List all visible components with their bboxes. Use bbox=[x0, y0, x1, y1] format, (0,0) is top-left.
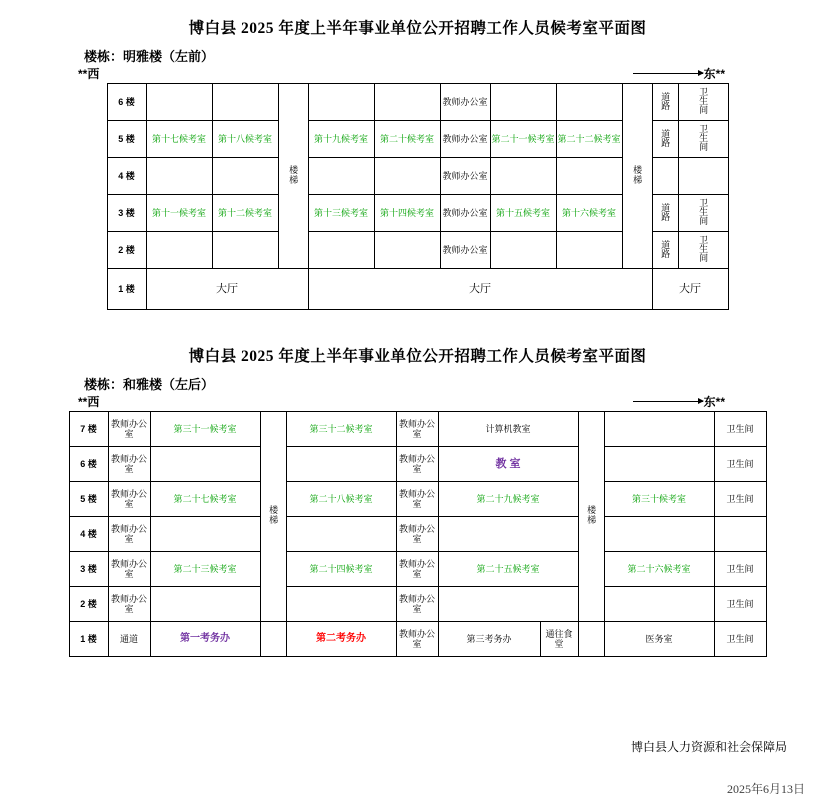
cell-room bbox=[604, 447, 714, 482]
cell-room bbox=[212, 232, 278, 269]
cell-room: 第二十三候考室 bbox=[150, 552, 260, 587]
cell-toilet: 卫生间 bbox=[714, 587, 766, 622]
floor-label: 2 楼 bbox=[69, 587, 108, 622]
cell-room bbox=[374, 84, 440, 121]
floor-label: 5 楼 bbox=[107, 121, 146, 158]
cell-corridor bbox=[652, 121, 678, 158]
stair-right bbox=[578, 412, 604, 622]
cell-toilet bbox=[678, 121, 728, 158]
cell-room bbox=[150, 517, 260, 552]
stair-label: 楼梯 bbox=[288, 164, 299, 185]
floor-label: 5 楼 bbox=[69, 482, 108, 517]
cell-teacher-office: 教师办公室 bbox=[396, 482, 438, 517]
cell-exam-office-2: 第二考务办 bbox=[286, 622, 396, 657]
cell-room: 第十五候考室 bbox=[490, 195, 556, 232]
floor-label: 3 楼 bbox=[107, 195, 146, 232]
east-label: 东** bbox=[703, 67, 725, 81]
table-row bbox=[69, 587, 766, 622]
cell-corridor bbox=[652, 158, 678, 195]
section-2 bbox=[0, 310, 835, 657]
cell-toilet bbox=[678, 84, 728, 121]
section-1 bbox=[0, 0, 835, 310]
cell-room: 第二十一候考室 bbox=[490, 121, 556, 158]
cell-teacher-office: 教师办公室 bbox=[440, 158, 490, 195]
cell-corridor: 通道 bbox=[108, 622, 150, 657]
cell-toilet: 卫生间 bbox=[714, 622, 766, 657]
cell-room: 第十一候考室 bbox=[146, 195, 212, 232]
cell-room: 第二十七候考室 bbox=[150, 482, 260, 517]
corridor-label: 道路 bbox=[660, 91, 671, 110]
cell-teacher-office: 教师办公室 bbox=[108, 552, 150, 587]
cell-room: 第十九候考室 bbox=[308, 121, 374, 158]
toilet-label: 卫生间 bbox=[698, 124, 709, 152]
table-row bbox=[69, 622, 766, 657]
cell-toilet bbox=[678, 195, 728, 232]
cell-room: 教 室 bbox=[438, 447, 578, 482]
east-label: 东** bbox=[703, 395, 725, 409]
cell-room bbox=[308, 232, 374, 269]
stair-left bbox=[260, 412, 286, 622]
floor-label: 6 楼 bbox=[107, 84, 146, 121]
cell-room: 第十二候考室 bbox=[212, 195, 278, 232]
cell-room: 第三十候考室 bbox=[604, 482, 714, 517]
cell-room: 第二十四候考室 bbox=[286, 552, 396, 587]
corridor-label: 道路 bbox=[660, 239, 671, 258]
cell-toilet bbox=[714, 517, 766, 552]
cell-room: 第二十六候考室 bbox=[604, 552, 714, 587]
cell-teacher-office: 教师办公室 bbox=[108, 447, 150, 482]
cell-hall-mid: 大厅 bbox=[308, 269, 652, 310]
cell-room bbox=[146, 84, 212, 121]
cell-room bbox=[212, 84, 278, 121]
section-1-subtitle: 楼栋：明雅楼（左前） bbox=[84, 49, 215, 64]
floor-label: 3 楼 bbox=[69, 552, 108, 587]
stair-label: 楼梯 bbox=[632, 164, 643, 185]
floor-label: 1 楼 bbox=[69, 622, 108, 657]
corridor-label: 道路 bbox=[660, 202, 671, 221]
floor-label: 4 楼 bbox=[69, 517, 108, 552]
section-2-title: 博白县 2025 年度上半年事业单位公开招聘工作人员候考室平面图 bbox=[188, 348, 647, 365]
cell-toilet bbox=[678, 158, 728, 195]
toilet-label: 卫生间 bbox=[698, 235, 709, 263]
section-2-direction-row bbox=[78, 393, 725, 411]
cell-exam-office-1: 第一考务办 bbox=[150, 622, 260, 657]
cell-room: 第十八候考室 bbox=[212, 121, 278, 158]
table-row bbox=[69, 412, 766, 447]
cell-room bbox=[146, 158, 212, 195]
cell-room bbox=[556, 158, 622, 195]
cell-toilet: 卫生间 bbox=[714, 447, 766, 482]
cell-toilet: 卫生间 bbox=[714, 412, 766, 447]
cell-room bbox=[438, 517, 578, 552]
cell-room bbox=[438, 587, 578, 622]
cell-canteen: 通往食堂 bbox=[540, 622, 578, 657]
stair-left bbox=[278, 84, 308, 269]
cell-stair-gap bbox=[260, 622, 286, 657]
cell-room bbox=[374, 232, 440, 269]
toilet-label: 卫生间 bbox=[698, 87, 709, 115]
cell-teacher-office: 教师办公室 bbox=[396, 587, 438, 622]
cell-room bbox=[150, 587, 260, 622]
floor-label: 4 楼 bbox=[107, 158, 146, 195]
cell-room bbox=[286, 447, 396, 482]
toilet-label: 卫生间 bbox=[698, 198, 709, 226]
cell-room bbox=[490, 232, 556, 269]
cell-room: 第三十一候考室 bbox=[150, 412, 260, 447]
floor-label: 7 楼 bbox=[69, 412, 108, 447]
cell-toilet bbox=[678, 232, 728, 269]
cell-room: 第十三候考室 bbox=[308, 195, 374, 232]
cell-teacher-office: 教师办公室 bbox=[108, 482, 150, 517]
floor-label: 6 楼 bbox=[69, 447, 108, 482]
cell-room: 第二十二候考室 bbox=[556, 121, 622, 158]
direction-arrow-icon bbox=[633, 401, 703, 402]
cell-room: 第二十候考室 bbox=[374, 121, 440, 158]
cell-room bbox=[286, 587, 396, 622]
corridor-label: 道路 bbox=[660, 128, 671, 147]
cell-room bbox=[308, 158, 374, 195]
cell-corridor bbox=[652, 232, 678, 269]
cell-teacher-office: 教师办公室 bbox=[108, 587, 150, 622]
section-1-title: 博白县 2025 年度上半年事业单位公开招聘工作人员候考室平面图 bbox=[188, 20, 647, 37]
stair-label: 楼梯 bbox=[268, 505, 279, 526]
cell-teacher-office: 教师办公室 bbox=[396, 517, 438, 552]
cell-room bbox=[308, 84, 374, 121]
cell-teacher-office: 教师办公室 bbox=[396, 622, 438, 657]
cell-teacher-office: 教师办公室 bbox=[108, 412, 150, 447]
table-row bbox=[69, 447, 766, 482]
table-row bbox=[107, 84, 728, 121]
section-2-subtitle: 楼栋：和雅楼（左后） bbox=[84, 377, 215, 392]
cell-room bbox=[150, 447, 260, 482]
table-row bbox=[69, 552, 766, 587]
cell-room: 第二十五候考室 bbox=[438, 552, 578, 587]
cell-teacher-office: 教师办公室 bbox=[396, 412, 438, 447]
cell-teacher-office: 教师办公室 bbox=[440, 84, 490, 121]
cell-room bbox=[604, 517, 714, 552]
cell-room bbox=[212, 158, 278, 195]
cell-room bbox=[490, 84, 556, 121]
cell-room: 第十六候考室 bbox=[556, 195, 622, 232]
cell-room bbox=[604, 412, 714, 447]
cell-room bbox=[556, 84, 622, 121]
stair-label: 楼梯 bbox=[586, 505, 597, 526]
cell-room bbox=[556, 232, 622, 269]
cell-teacher-office: 教师办公室 bbox=[396, 447, 438, 482]
cell-room: 第三十二候考室 bbox=[286, 412, 396, 447]
cell-room: 第十四候考室 bbox=[374, 195, 440, 232]
cell-medical-room: 医务室 bbox=[604, 622, 714, 657]
cell-room bbox=[374, 158, 440, 195]
cell-room bbox=[286, 517, 396, 552]
cell-toilet: 卫生间 bbox=[714, 552, 766, 587]
cell-room: 第二十八候考室 bbox=[286, 482, 396, 517]
cell-teacher-office: 教师办公室 bbox=[396, 552, 438, 587]
cell-teacher-office: 教师办公室 bbox=[440, 195, 490, 232]
cell-exam-office-3: 第三考务办 bbox=[438, 622, 540, 657]
cell-teacher-office: 教师办公室 bbox=[440, 232, 490, 269]
plan-table-mingyalou bbox=[107, 83, 729, 310]
cell-corridor bbox=[652, 84, 678, 121]
cell-teacher-office: 教师办公室 bbox=[440, 121, 490, 158]
cell-room: 第二十九候考室 bbox=[438, 482, 578, 517]
direction-arrow-icon bbox=[633, 73, 703, 74]
west-label: **西 bbox=[78, 395, 100, 409]
cell-room bbox=[490, 158, 556, 195]
plan-table-heyalou bbox=[69, 411, 767, 657]
stair-right bbox=[622, 84, 652, 269]
cell-toilet: 卫生间 bbox=[714, 482, 766, 517]
floor-label: 1 楼 bbox=[107, 269, 146, 310]
cell-teacher-office: 教师办公室 bbox=[108, 517, 150, 552]
west-label: **西 bbox=[78, 67, 100, 81]
cell-hall-right: 大厅 bbox=[652, 269, 728, 310]
table-row bbox=[69, 517, 766, 552]
table-row bbox=[69, 482, 766, 517]
cell-room bbox=[604, 587, 714, 622]
footer-date: 2025年6月13日 bbox=[726, 782, 805, 796]
section-1-direction-row bbox=[78, 65, 725, 83]
cell-room bbox=[146, 232, 212, 269]
table-row bbox=[107, 269, 728, 310]
footer-organization: 博白县人力资源和社会保障局 bbox=[630, 740, 787, 754]
cell-hall-left: 大厅 bbox=[146, 269, 308, 310]
cell-corridor bbox=[652, 195, 678, 232]
cell-stair-gap bbox=[578, 622, 604, 657]
cell-room: 计算机教室 bbox=[438, 412, 578, 447]
cell-room: 第十七候考室 bbox=[146, 121, 212, 158]
floor-label: 2 楼 bbox=[107, 232, 146, 269]
